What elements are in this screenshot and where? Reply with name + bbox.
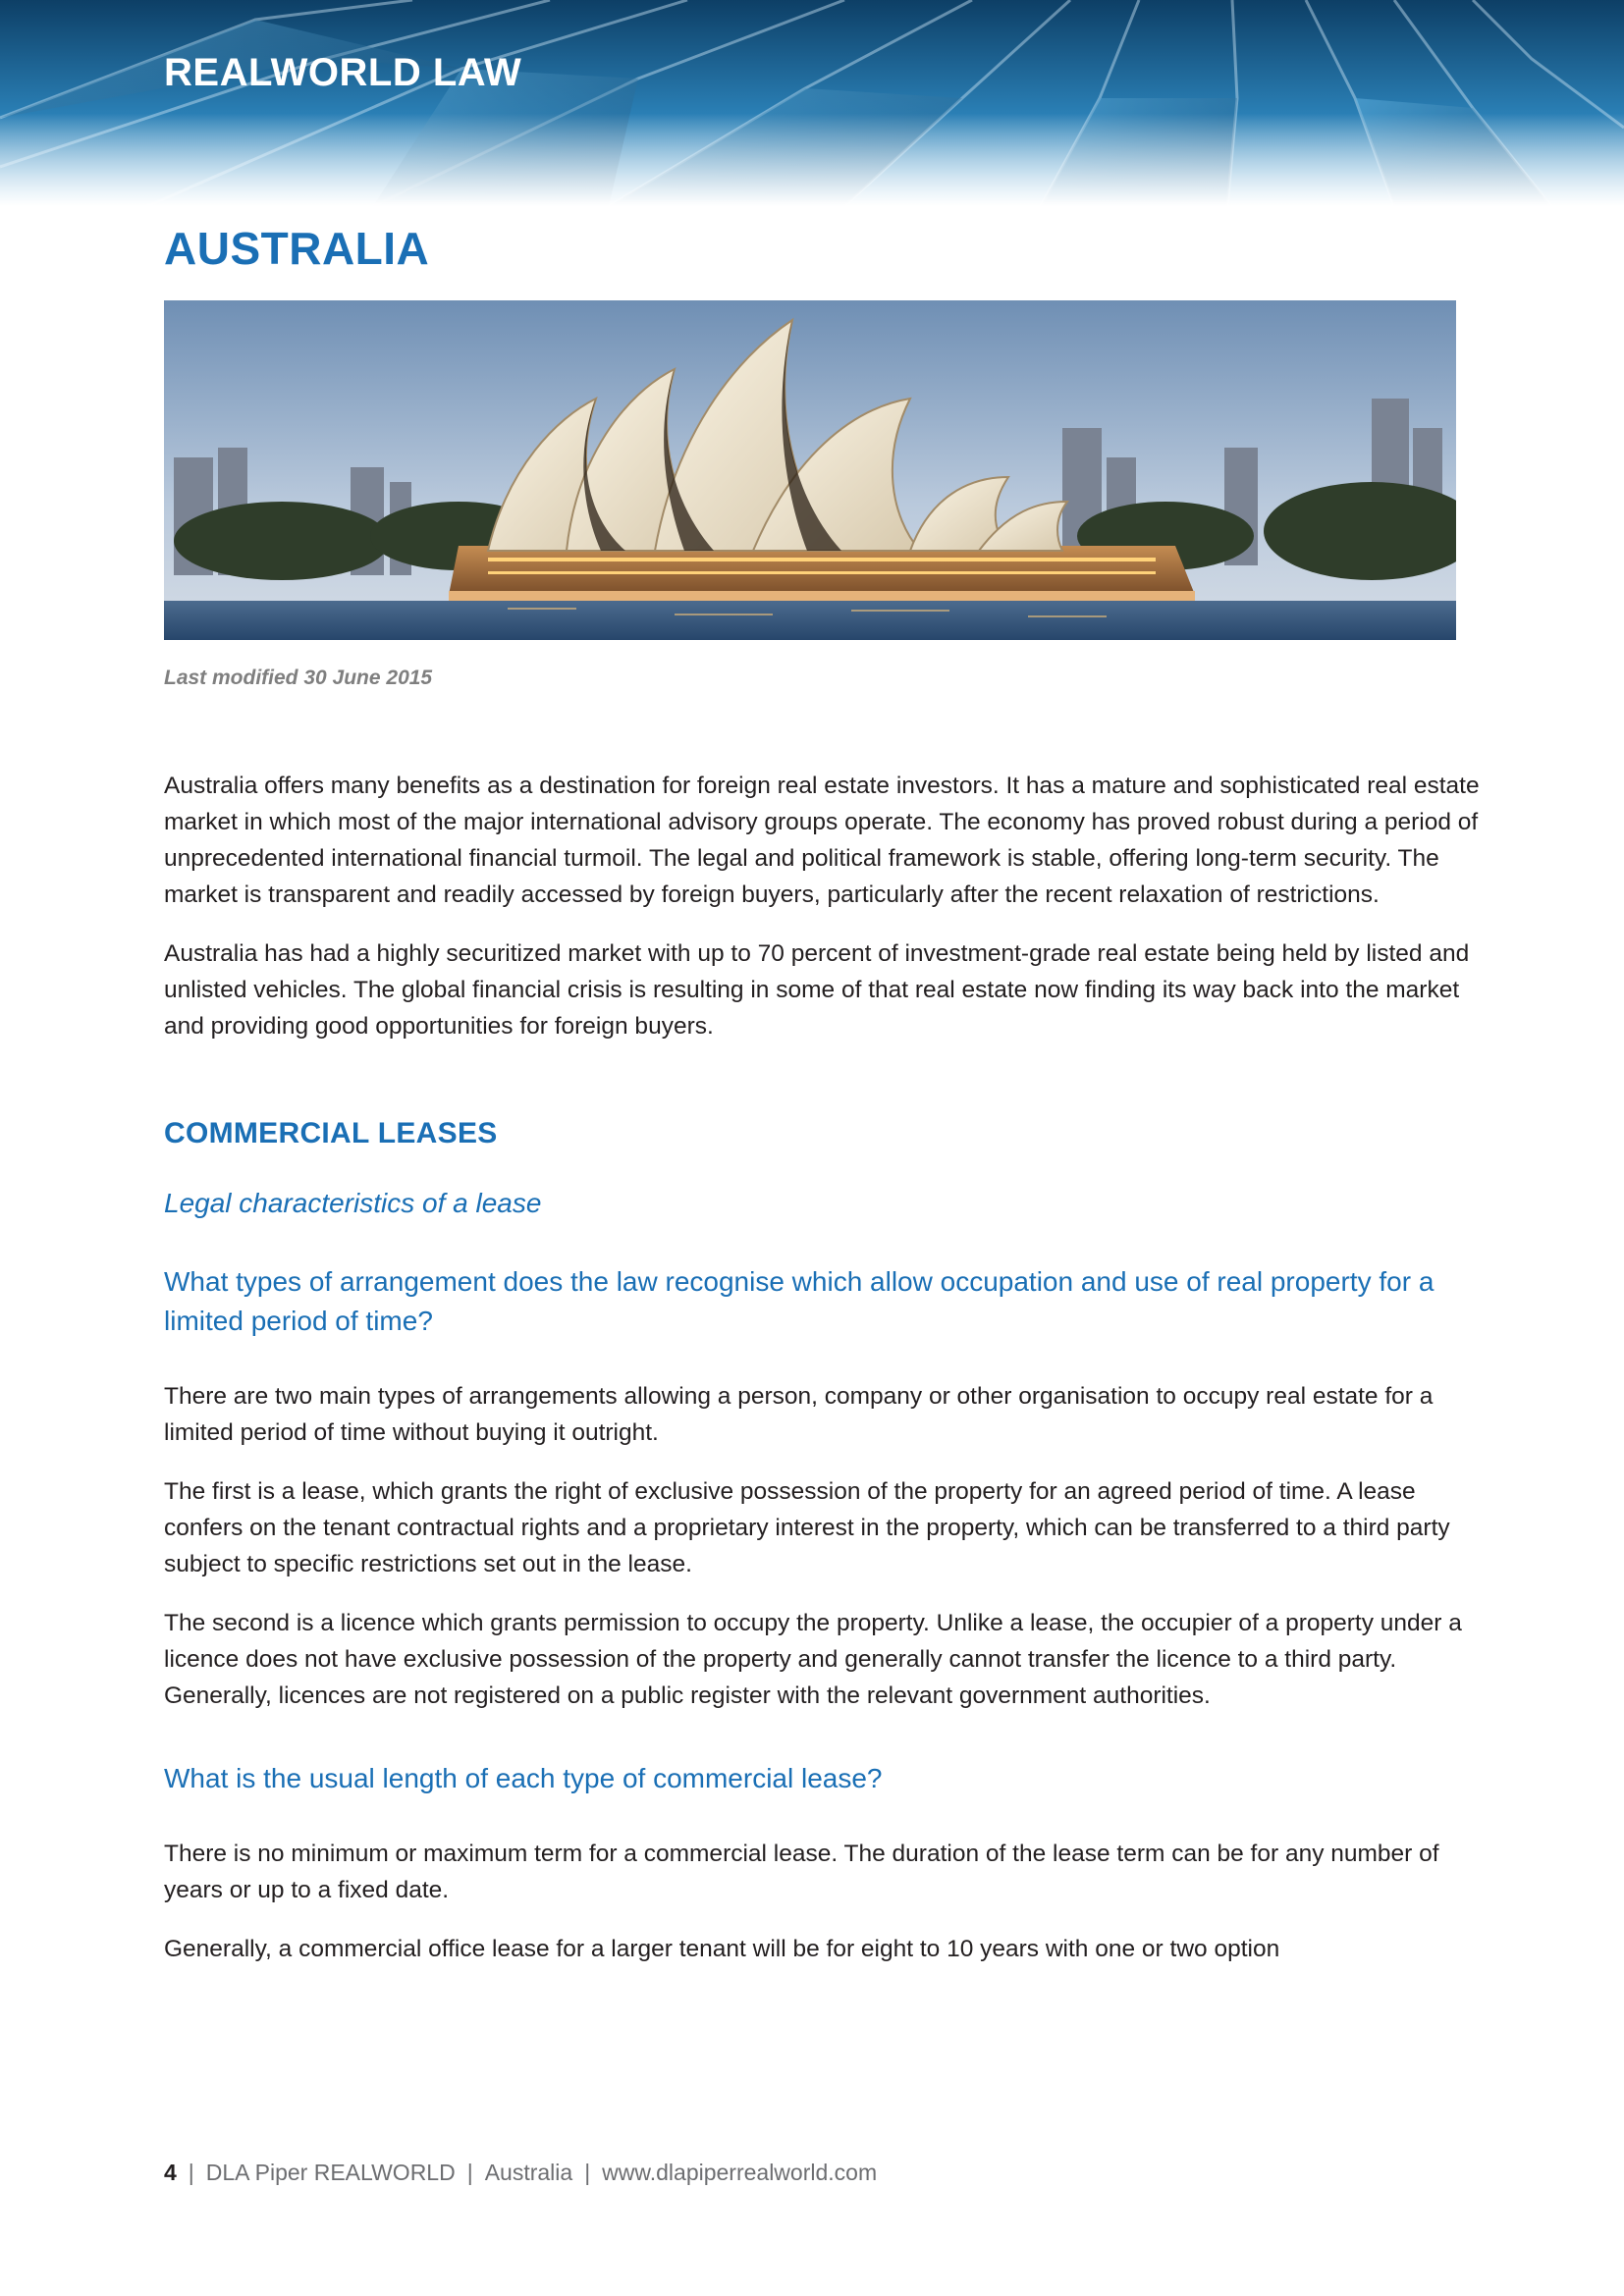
- glass-building-banner-image: [0, 0, 1624, 206]
- last-modified-date: Last modified 30 June 2015: [164, 667, 433, 689]
- header-banner: [0, 0, 1624, 206]
- separator: |: [466, 2160, 473, 2185]
- hero-image: [164, 300, 1456, 640]
- section-heading: COMMERCIAL LEASES: [164, 1117, 498, 1149]
- sydney-opera-house-image: [164, 300, 1456, 640]
- page-title: AUSTRALIA: [164, 223, 430, 274]
- separator: |: [584, 2160, 591, 2185]
- footer-country: Australia: [484, 2160, 573, 2185]
- answer-paragraph: Generally, a commercial office lease for a larger tenant will be for eight to 10 years with one or two option: [164, 1936, 1280, 1962]
- intro-paragraph: Australia offers many benefits as a destination for foreign real estate investors. It has a mature and sophisticated real estate market in which most of the major international advisory groups operate. The economy has proved robust during a period of unprecedented international financial turmoil. The legal and political framework is stable, offering long-term security. The market is transparent and readily accessed by foreign buyers, particularly after the recent relaxation of restrictions.: [164, 773, 1480, 908]
- subsection-heading: Legal characteristics of a lease: [164, 1188, 542, 1218]
- answer-paragraph: There are two main types of arrangements allowing a person, company or other organisation to occupy real estate for a limited period of time without buying it outright.: [164, 1383, 1434, 1446]
- answer-paragraph: The first is a lease, which grants the right of exclusive possession of the property for an agreed period of time. A lease confers on the tenant contractual rights and a proprietary interest in the property, which can be transferred to a third party subject to specific restrictions set out in the lease.: [164, 1478, 1450, 1577]
- separator: |: [188, 2160, 194, 2185]
- page-number: 4: [164, 2160, 177, 2185]
- intro-paragraph: Australia has had a highly securitized market with up to 70 percent of investment-grade real estate being held by listed and unlisted vehicles. The global financial crisis is resulting in some of that real estate now finding its way back into the market and providing good opportunities for foreign buyers.: [164, 940, 1470, 1040]
- brand-title: REALWORLD LAW: [164, 51, 522, 94]
- article-body: [164, 768, 1480, 1967]
- question-heading: What is the usual length of each type of commercial lease?: [164, 1763, 883, 1793]
- answer-paragraph: There is no minimum or maximum term for a commercial lease. The duration of the lease term can be for any number of years or up to a fixed date.: [164, 1841, 1439, 1903]
- question-heading: What types of arrangement does the law recognise which allow occupation and use of real property for a limited period of time?: [164, 1266, 1435, 1336]
- footer-publisher: DLA Piper REALWORLD: [205, 2160, 456, 2185]
- footer-website-link[interactable]: www.dlapiperrealworld.com: [602, 2160, 878, 2185]
- answer-paragraph: The second is a licence which grants permission to occupy the property. Unlike a lease, the occupier of a property under a licence does not have exclusive possession of the property and generally cannot transfer the licence to a third party. Generally, licences are not registered on a public register with the relevant government authorities.: [164, 1610, 1462, 1709]
- page-footer: [164, 2160, 877, 2186]
